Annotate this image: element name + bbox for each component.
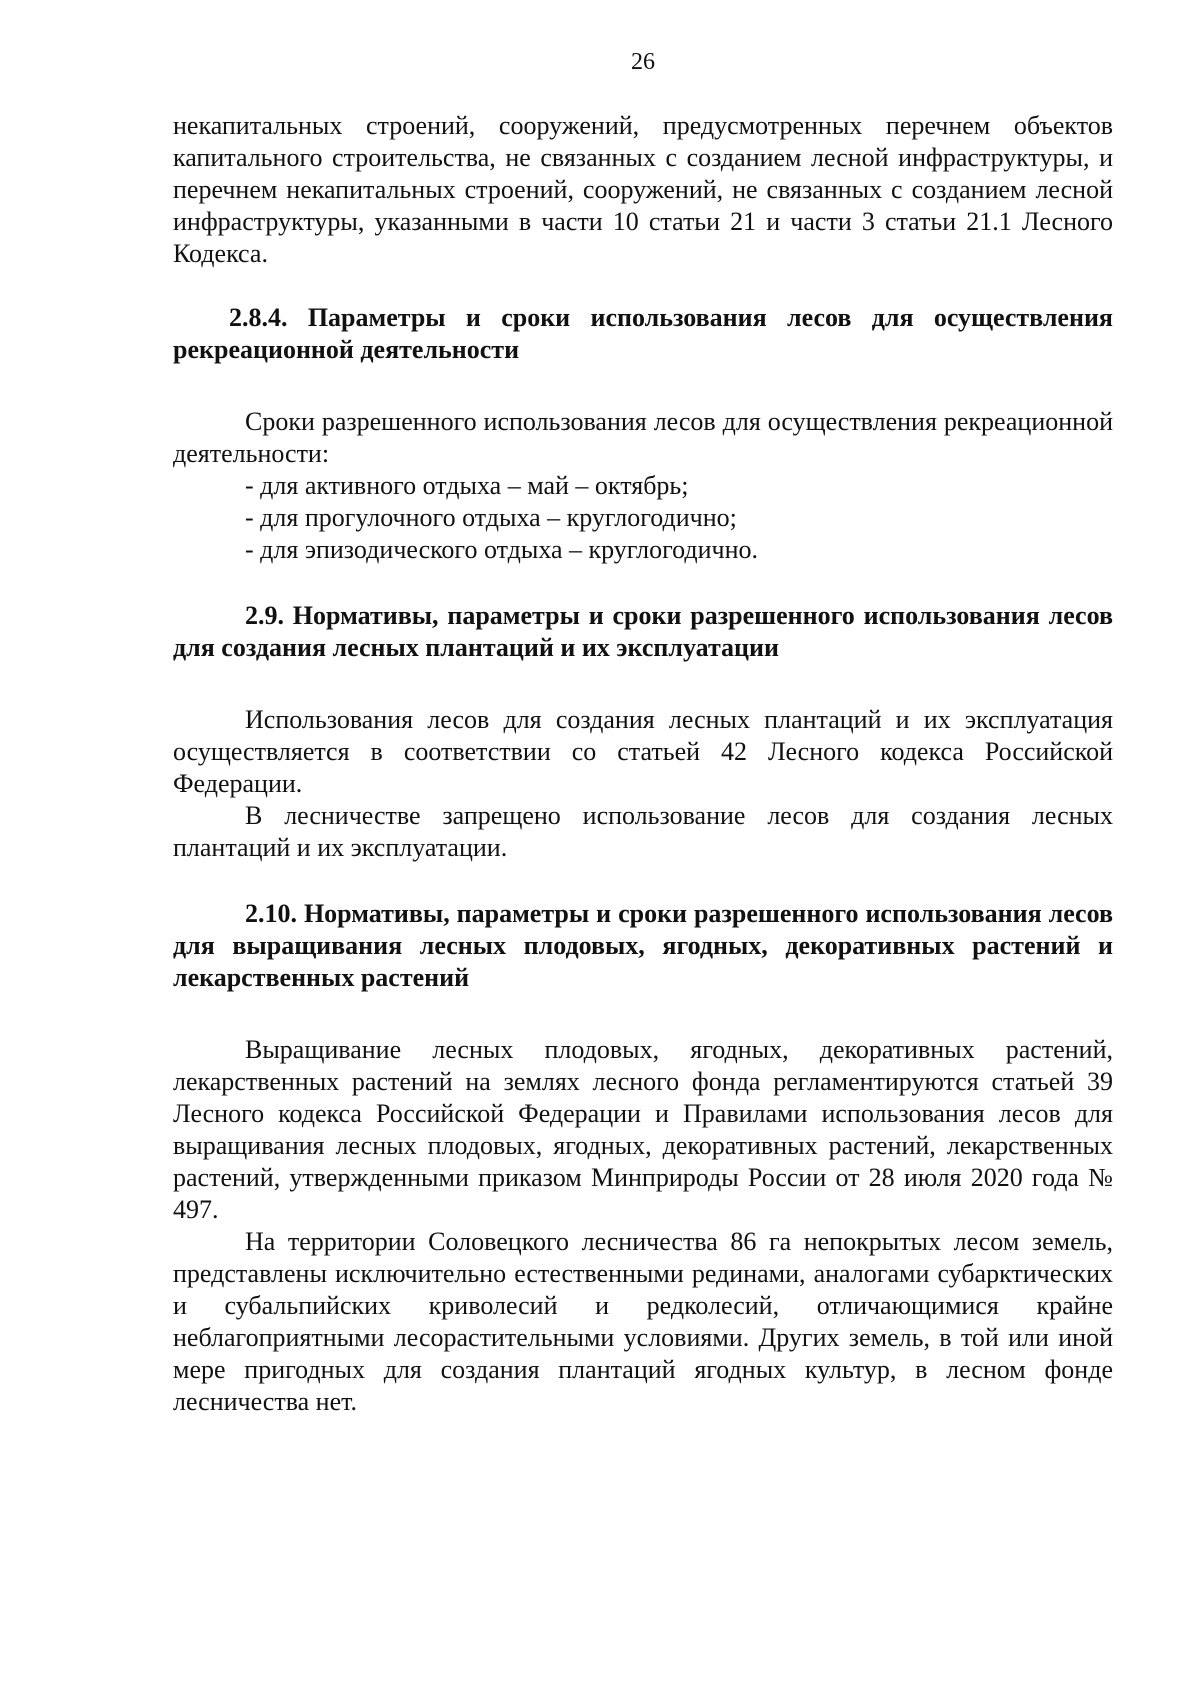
paragraph: Использования лесов для создания лесных плантаций и их эксплуатация осуществляется в соответствии со статьей 42 Лесного кодекса Российской Федерации. (173, 705, 1113, 798)
section-2-8-4-body (173, 406, 1113, 566)
section-2-10-body (173, 1034, 1113, 1418)
intro-paragraph-block (173, 110, 1113, 270)
list-item: - для активного отдыха – май – октябрь; (245, 471, 689, 500)
intro-paragraph: некапитальных строений, сооружений, предусмотренных перечнем объектов капитального строительства, не связанных с созданием лесной инфраструктуры, и перечнем некапитальных строений, сооружений, не связанных с созданием лесной инфраструктуры, указанными в части 10 статьи 21 и части 3 статьи 21.1 Лесного Кодекса. (173, 111, 1113, 268)
section-heading: 2.8.4. Параметры и сроки использования лесов для осуществления рекреационной деятельности (173, 303, 1113, 364)
paragraph: На территории Соловецкого лесничества 86 га непокрытых лесом земель, представлены исключительно естественными рединами, аналогами субарктических и субальпийских криволесий и редколесий, отличающимися крайне неблагоприятными лесорастительными условиями. Других земель, в той или иной мере пригодных для создания плантаций ягодных культур, в лесном фонде лесничества нет. (173, 1227, 1113, 1416)
section-2-10-heading (173, 898, 1113, 994)
section-2-9-heading (173, 600, 1113, 664)
list-item: - для эпизодического отдыха – круглогодично. (245, 535, 759, 564)
section-2-8-4-lead: Сроки разрешенного использования лесов для осуществления рекреационной деятельности: (173, 407, 1113, 468)
section-heading: 2.9. Нормативы, параметры и сроки разрешенного использования лесов для создания лесных плантаций и их эксплуатации (173, 601, 1113, 662)
section-2-8-4-heading (173, 302, 1113, 366)
page-number: 26 (631, 49, 655, 75)
paragraph: В лесничестве запрещено использование лесов для создания лесных плантаций и их эксплуатации. (173, 801, 1113, 862)
paragraph: Выращивание лесных плодовых, ягодных, декоративных растений, лекарственных растений на землях лесного фонда регламентируются статьей 39 Лесного кодекса Российской Федерации и Правилами использования лесов для выращивания лесных плодовых, ягодных, декоративных растений, лекарственных растений, утвержденными приказом Минприроды России от 28 июля 2020 года № 497. (173, 1035, 1113, 1224)
section-2-9-body (173, 704, 1113, 864)
recreation-periods-list (173, 470, 1113, 566)
list-item: - для прогулочного отдыха – круглогодично; (245, 503, 737, 532)
section-heading: 2.10. Нормативы, параметры и сроки разрешенного использования лесов для выращивания лесных плодовых, ягодных, декоративных растений и лекарственных растений (173, 899, 1113, 992)
